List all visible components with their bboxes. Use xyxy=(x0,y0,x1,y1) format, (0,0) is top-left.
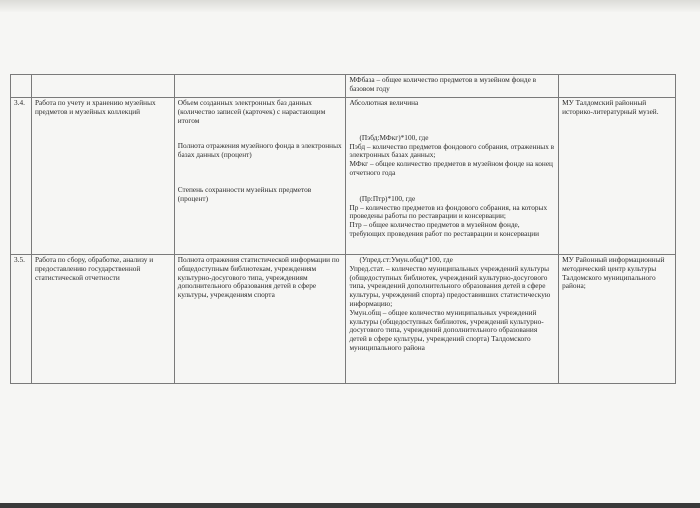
formula-head: (Упред.ст:Умун.общ)*100, где xyxy=(359,255,453,264)
table-row-3-5 xyxy=(11,255,676,384)
scan-top-edge xyxy=(0,0,700,12)
formula-text: МФбаза – общее количество предметов в музейном фонде в базовом году xyxy=(349,75,537,93)
indicators-table xyxy=(10,74,676,384)
cell-formula xyxy=(346,75,559,98)
formula-line: Птр – общее количество предметов в музейном фонде, требующих проведения работ по реставрации и консервации xyxy=(349,220,540,238)
cell-number xyxy=(11,75,32,98)
indicator-text: Степень сохранности музейных предметов (процент) xyxy=(177,184,312,203)
table-row-continuation xyxy=(11,75,676,98)
cell-formula xyxy=(346,98,559,255)
scan-bottom-edge xyxy=(0,503,700,508)
cell-task: Работа по учету и хранению музейных предметов и музейных коллекций xyxy=(31,98,174,255)
cell-number: 3.4. xyxy=(11,98,32,255)
cell-task xyxy=(31,75,174,98)
cell-number: 3.5. xyxy=(11,255,32,384)
cell-indicator xyxy=(174,98,346,255)
indicator-text: Полнота отражения музейного фонда в электронных базах данных (процент) xyxy=(177,141,342,160)
formula-line: МФкг – общее количество предметов в музейном фонде на конец отчетного года xyxy=(349,159,553,177)
cell-task: Работа по сбору, обработке, анализу и предоставлению государственной статистической отчетности xyxy=(31,255,174,384)
table-row-3-4 xyxy=(11,98,676,255)
indicator-text: Объем созданных электронных баз данных (количество записей (карточек) с нарастающим итогом xyxy=(177,98,326,125)
formula-head: (Пр:Птр)*100, где xyxy=(359,193,416,203)
cell-responsible: МУ Талдомский районный историко-литературный музей. xyxy=(559,98,676,255)
cell-indicator xyxy=(174,75,346,98)
cell-formula xyxy=(346,255,559,384)
cell-indicator xyxy=(174,255,346,384)
formula-line: Пр – количество предметов из фондового собрания, на которых проведены работы по реставрации и консервации; xyxy=(349,202,548,221)
formula-head: Абсолютная величина xyxy=(349,98,419,107)
formula-head: (Пэбд:МФкг)*100, где xyxy=(359,132,429,142)
formula-line: Умун.общ – общее количество муниципальных учреждений культуры (общедоступных библиотек, учреждений культурно-досугового типа, учреждений дополнительного образования детей в сфере культуры, учреждений спорта) Талдомского муниципального района xyxy=(349,307,544,352)
formula-line: Упред.стат. – количество муниципальных учреждений культуры (общедоступных библиотек, учреждений культурно-досугового типа, учреждений дополнительного образования детей в сфере культуры, учреждений спорта) предоставивших статистическую информацию; xyxy=(349,263,551,308)
cell-responsible: МУ Районный информационный методический центр культуры Талдомского муниципального района; xyxy=(559,255,676,384)
formula-line: Пэбд – количество предметов фондового собрания, отраженных в электронных базах данных; xyxy=(349,141,555,160)
indicator-text: Полнота отражения статистической информации по общедоступным библиотекам, учреждениям культурно-досугового типа, учреждениям дополнительного образования детей в сфере культуры, учреждениям спорта xyxy=(177,255,340,300)
cell-responsible xyxy=(559,75,676,98)
